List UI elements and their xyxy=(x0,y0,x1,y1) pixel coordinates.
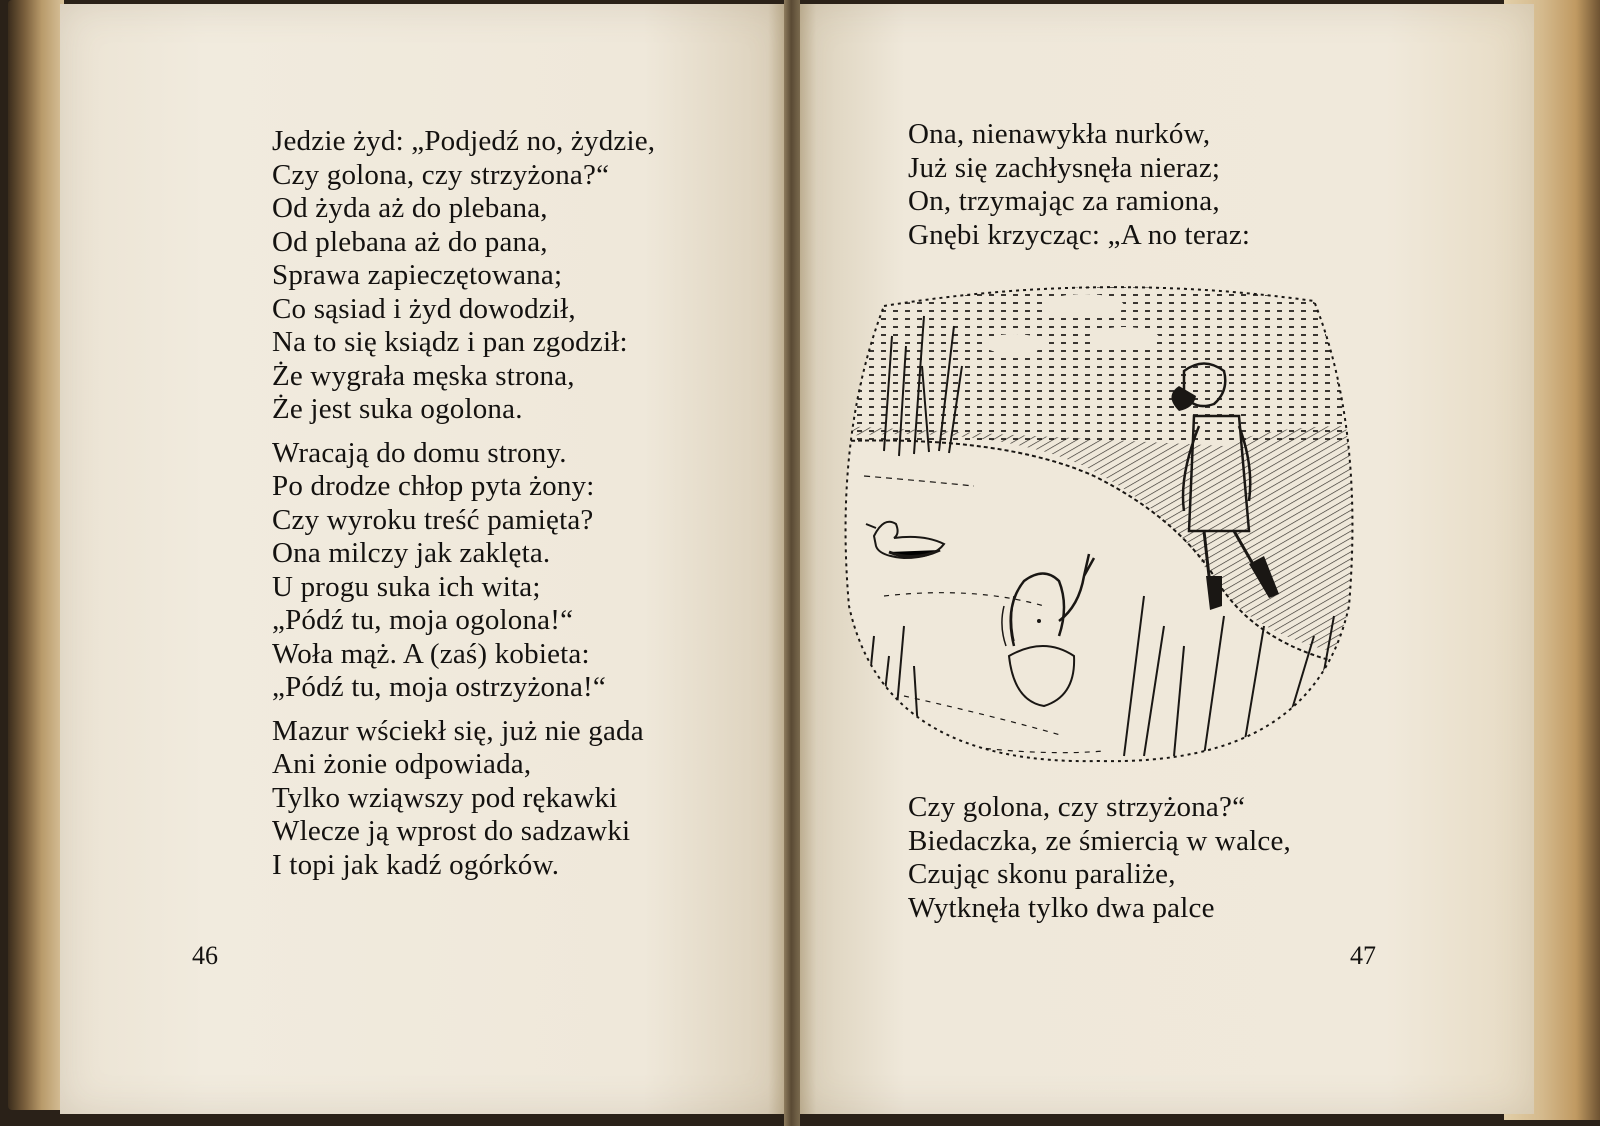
poem-line: Od plebana aż do pana, xyxy=(272,225,548,258)
poem-line: Czy wyroku treść pamięta? xyxy=(272,503,594,536)
poem-line: „Pódź tu, moja ostrzyżona!“ xyxy=(272,671,606,703)
poem-line: Wlecze ją wprost do sadzawki xyxy=(272,815,631,847)
poem-line: Wytknęła tylko dwa palce xyxy=(908,891,1215,924)
poem-line: Sprawa zapieczętowana; xyxy=(272,259,563,291)
poem-line: Ani żonie odpowiada, xyxy=(272,748,532,780)
poem-line: Co sąsiad i żyd dowodził, xyxy=(272,292,576,325)
poem-line: Ona milczy jak zaklęta. xyxy=(272,537,551,569)
page-number-left: 46 xyxy=(192,941,218,970)
right-page xyxy=(794,4,1534,1114)
poem-line: Od żyda aż do plebana, xyxy=(272,192,548,224)
pond-drowning-illustration xyxy=(844,276,1354,776)
poem-line: Biedaczka, ze śmiercią w walce, xyxy=(908,824,1291,857)
stanza-2 xyxy=(272,437,655,705)
right-poem-bottom xyxy=(908,791,1291,925)
poem-line: Czy golona, czy strzyżona?“ xyxy=(272,158,610,191)
poem-line: Czując skonu paraliże, xyxy=(908,858,1176,890)
stanza-3 xyxy=(272,715,655,883)
poem-line: Woła mąż. A (zaś) kobieta: xyxy=(272,637,590,670)
poem-line: I topi jak kadź ogórków. xyxy=(272,848,560,881)
poem-line: U progu suka ich wita; xyxy=(272,570,541,603)
poem-line: Jedzie żyd: „Podjedź no, żydzie, xyxy=(272,125,656,157)
book-gutter xyxy=(784,0,800,1126)
right-poem-top xyxy=(908,118,1250,252)
poem-line: Tylko wziąwszy pod rękawki xyxy=(272,781,618,814)
poem-line: Że wygrała męska strona, xyxy=(272,359,575,392)
poem-line: Że jest suka ogolona. xyxy=(272,393,523,425)
poem-line: Gnębi krzycząc: „A no teraz: xyxy=(908,218,1251,251)
left-page xyxy=(60,4,790,1114)
poem-line: Mazur wściekł się, już nie gada xyxy=(272,714,644,747)
poem-line: On, trzymając za ramiona, xyxy=(908,185,1220,217)
poem-line: „Pódź tu, moja ogolona!“ xyxy=(272,604,574,636)
poem-line: Czy golona, czy strzyżona?“ xyxy=(908,791,1246,823)
poem-line: Już się zachłysnęła nieraz; xyxy=(908,151,1221,184)
poem-line: Na to się ksiądz i pan zgodził: xyxy=(272,326,628,358)
poem-line: Po drodze chłop pyta żony: xyxy=(272,470,595,502)
poem-line: Wracają do domu strony. xyxy=(272,436,567,469)
page-number-right: 47 xyxy=(1350,941,1376,970)
illustration-svg xyxy=(844,276,1354,776)
stanza-1 xyxy=(272,125,655,427)
poem-line: Ona, nienawykła nurków, xyxy=(908,118,1211,150)
left-poem xyxy=(272,125,655,892)
book-cover-left-edge xyxy=(8,0,64,1110)
